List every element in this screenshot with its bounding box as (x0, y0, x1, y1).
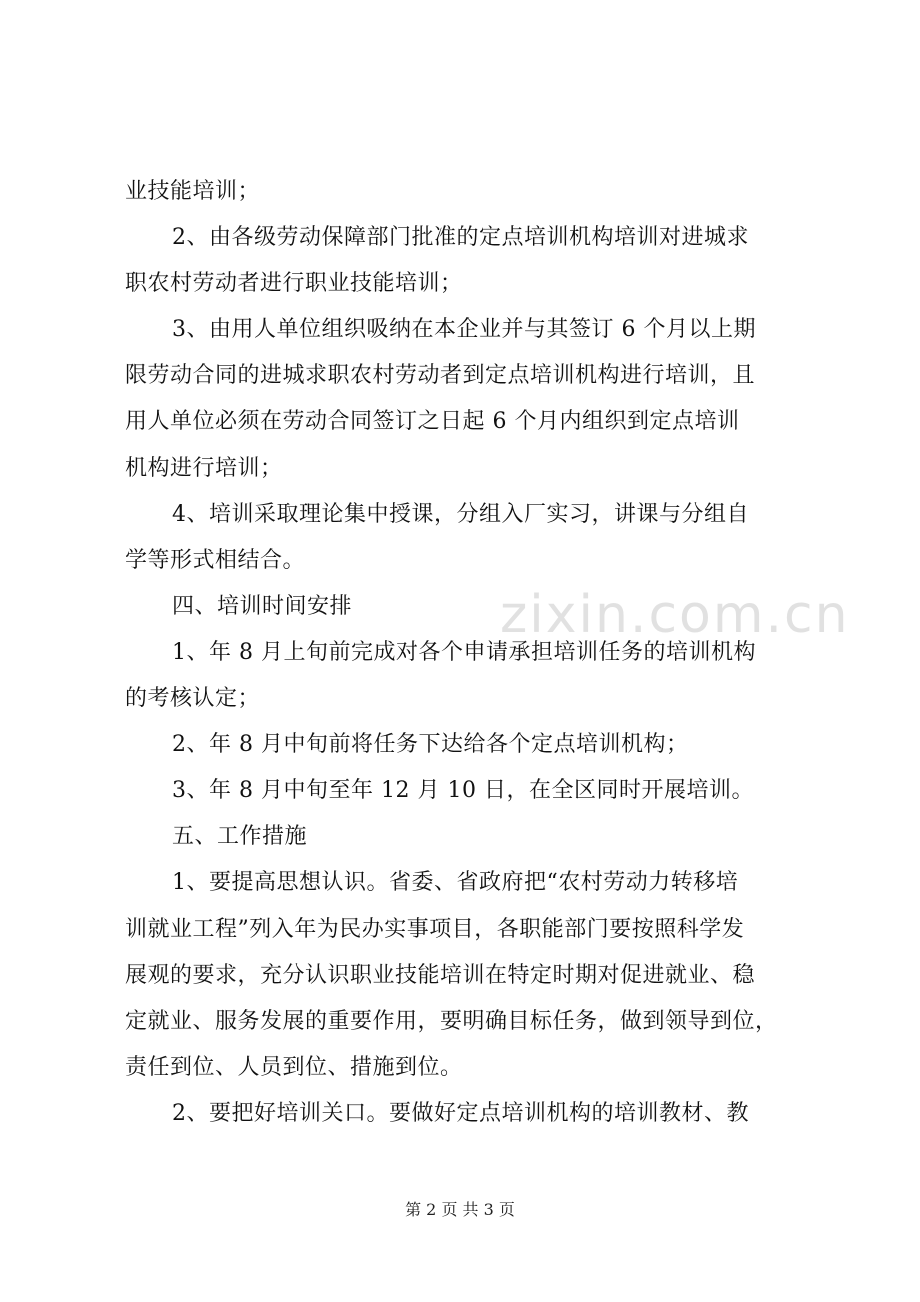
text-line: 学等形式相结合。 (125, 547, 306, 573)
text-line: 3、由用人单位组织吸纳在本企业并与其签订 6 个月以上期 (172, 317, 756, 343)
text-line: 训就业工程”列入年为民办实事项目，各职能部门要按照科学发 (125, 916, 745, 942)
text-line: 2、要把好培训关口。要做好定点培训机构的培训教材、教 (172, 1100, 749, 1126)
page-footer: 第 2 页 共 3 页 (405, 1200, 515, 1219)
text-line: 展观的要求，充分认识职业技能培训在特定时期对促进就业、稳 (125, 962, 756, 988)
text-line: 四、培训时间安排 (172, 593, 353, 619)
text-line: 2、由各级劳动保障部门批准的定点培训机构培训对进城求 (172, 225, 749, 251)
text-line: 业技能培训； (125, 179, 261, 204)
text-line: 4、培训采取理论集中授课，分组入厂实习，讲课与分组自 (172, 501, 749, 527)
text-line: 用人单位必须在劳动合同签订之日起 6 个月内组织到定点培训 (125, 409, 740, 435)
text-line: 2、年 8 月中旬前将任务下达给各个定点培训机构； (172, 732, 689, 758)
text-line: 职农村劳动者进行职业技能培训； (125, 271, 463, 297)
text-line: 的考核认定； (125, 686, 261, 712)
watermark: zixin.com.cn (500, 585, 850, 645)
text-line: 定就业、服务发展的重要作用，要明确目标任务，做到领导到位， (125, 1008, 778, 1034)
text-line: 限劳动合同的进城求职农村劳动者到定点培训机构进行培训，且 (125, 363, 756, 389)
text-line: 机构进行培训； (125, 455, 283, 481)
text-line: 1、要提高思想认识。省委、省政府把“农村劳动力转移培 (172, 870, 739, 896)
document-body (125, 169, 800, 1137)
text-line: 1、年 8 月上旬前完成对各个申请承担培训任务的培训机构 (172, 639, 756, 665)
text-line: 3、年 8 月中旬至年 12 月 10 日，在全区同时开展培训。 (172, 778, 754, 804)
text-line: 五、工作措施 (172, 824, 308, 850)
text-line: 责任到位、人员到位、措施到位。 (125, 1054, 463, 1080)
